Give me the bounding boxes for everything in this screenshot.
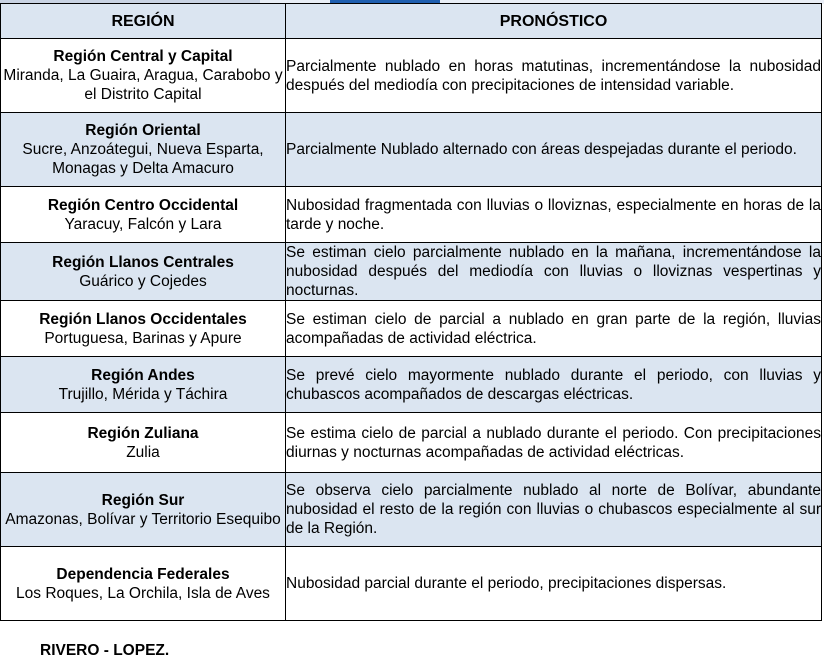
region-cell bbox=[1, 113, 286, 187]
table-row bbox=[1, 413, 822, 473]
region-cell bbox=[1, 413, 286, 473]
table-row bbox=[1, 547, 822, 621]
forecast-cell: Se prevé cielo mayormente nublado durante el periodo, con lluvias y chubascos acompañados de descargas eléctricas. bbox=[286, 357, 822, 413]
table-header-row bbox=[1, 4, 822, 39]
region-name: Región Andes bbox=[91, 366, 195, 384]
forecast-cell: Nubosidad parcial durante el periodo, precipitaciones dispersas. bbox=[286, 547, 822, 621]
region-cell bbox=[1, 473, 286, 547]
table-row bbox=[1, 113, 822, 187]
region-name: Región Central y Capital bbox=[53, 48, 233, 65]
forecast-table bbox=[0, 3, 822, 621]
region-cell bbox=[1, 301, 286, 357]
forecast-cell: Se estiman cielo de parcial a nublado en gran parte de la región, lluvias acompañadas de actividad eléctrica. bbox=[286, 301, 822, 357]
table-row bbox=[1, 473, 822, 547]
region-name: Región Llanos Centrales bbox=[52, 253, 234, 271]
region-name: Dependencia Federales bbox=[56, 565, 230, 583]
forecast-cell: Se observa cielo parcialmente nublado al norte de Bolívar, abundante nubosidad el resto de la región con lluvias o chubascos especialmente al sur de la Región. bbox=[286, 473, 822, 547]
forecast-cell: Nubosidad fragmentada con lluvias o lloviznas, especialmente en horas de la tarde y noche. bbox=[286, 187, 822, 243]
region-cell bbox=[1, 39, 286, 113]
region-name: Región Sur bbox=[101, 491, 185, 509]
forecast-cell: Se estima cielo de parcial a nublado durante el periodo. Con precipitaciones diurnas y nocturnas acompañadas de actividad eléctricas. bbox=[286, 413, 822, 473]
region-cell bbox=[1, 547, 286, 621]
region-cell bbox=[1, 357, 286, 413]
table-row bbox=[1, 301, 822, 357]
region-states: Guárico y Cojedes bbox=[79, 272, 207, 290]
region-name: Región Oriental bbox=[85, 122, 201, 139]
header-forecast: PRONÓSTICO bbox=[286, 4, 822, 39]
region-name: Región Llanos Occidentales bbox=[39, 310, 247, 328]
region-states: Trujillo, Mérida y Táchira bbox=[58, 385, 228, 403]
table-row bbox=[1, 357, 822, 413]
region-name: Región Centro Occidental bbox=[47, 196, 239, 214]
region-cell bbox=[1, 243, 286, 301]
forecast-cell: Parcialmente nublado en horas matutinas, incrementándose la nubosidad después del mediodía con precipitaciones de intensidad variable. bbox=[286, 39, 822, 113]
region-states: Yaracuy, Falcón y Lara bbox=[64, 215, 222, 233]
signature: RIVERO - LOPEZ. bbox=[40, 642, 170, 659]
header-region: REGIÓN bbox=[1, 4, 286, 39]
region-states: Zulia bbox=[126, 443, 160, 461]
region-states: Sucre, Anzoátegui, Nueva Esparta, Monagas y Delta Amacuro bbox=[22, 141, 264, 177]
table-row bbox=[1, 187, 822, 243]
table-row bbox=[1, 39, 822, 113]
table-row bbox=[1, 243, 822, 301]
forecast-cell: Parcialmente Nublado alternado con áreas despejadas durante el periodo. bbox=[286, 113, 822, 187]
region-states: Miranda, La Guaira, Aragua, Carabobo y el Distrito Capital bbox=[3, 67, 283, 103]
region-cell bbox=[1, 187, 286, 243]
region-states: Portuguesa, Barinas y Apure bbox=[44, 329, 242, 347]
forecast-cell: Se estiman cielo parcialmente nublado en la mañana, incrementándose la nubosidad después del mediodía con lluvias o lloviznas vespertinas y nocturnas. bbox=[286, 244, 821, 299]
region-states: Amazonas, Bolívar y Territorio Esequibo bbox=[5, 510, 281, 528]
region-name: Región Zuliana bbox=[87, 424, 199, 442]
region-states: Los Roques, La Orchila, Isla de Aves bbox=[16, 584, 270, 602]
